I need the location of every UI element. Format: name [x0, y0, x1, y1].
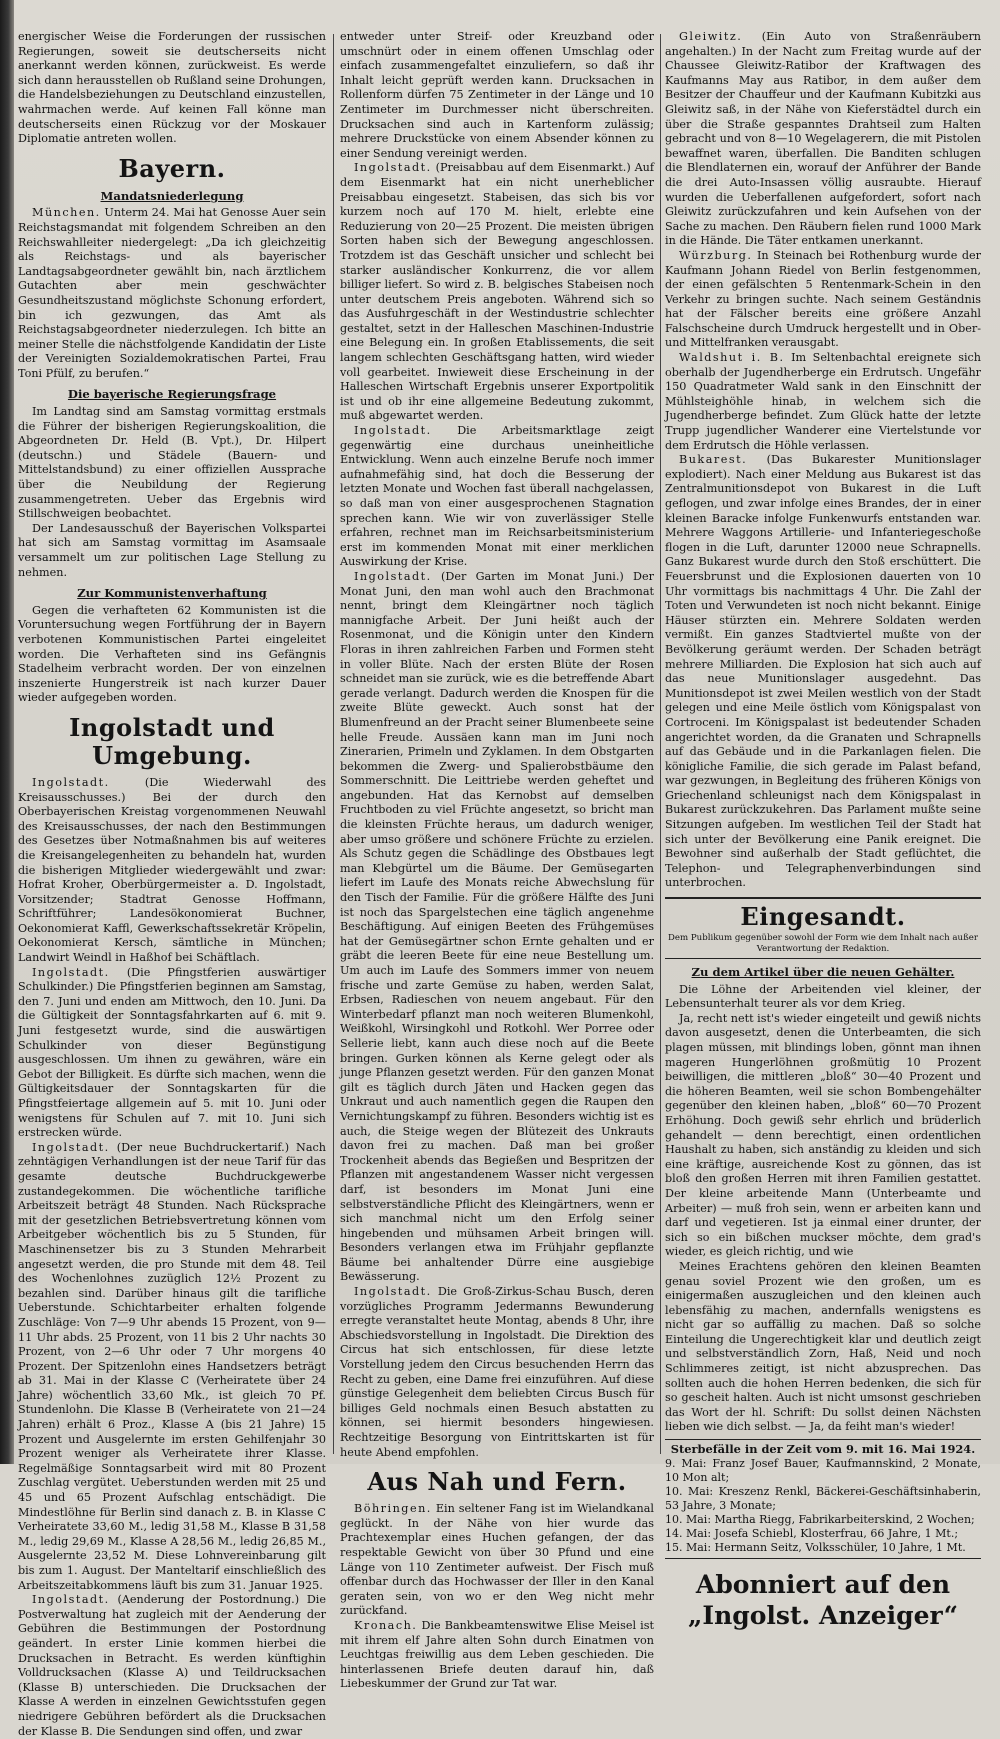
article-text: Ein seltener Fang ist im Wielandkanal geglückt. In der Nähe von hier wurde das Prachtexemplar eines Huchen gefangen, der das respektable Gewicht von über 30 Pfund und eine Länge von 110 Zentimeter aufweist. Der Fisch muß offenbar durch das Hochwasser der Iller in den Kanal geraten sein, von wo er den Weg nicht mehr zurückfand. [340, 1502, 654, 1618]
column-left [18, 30, 326, 1738]
article-text: Meines Erachtens gehören den kleinen Beamten genau soviel Prozent wie den großen, um es einigermaßen auszugleichen und den kleinen auch lebensfähig zu machen, andernfalls wenigstens es nicht gar so auffällig zu machen. Daß so solche Einteilung die Ungerechtigkeit klar und deutlich zeigt und selbstverständlich Zorn, Haß, Neid und noch Schlimmeres zeitigt, ist nicht abzusprechen. Das sollten auch die hohen Herren bedenken, die sich für so gescheit halten. Auch ist nicht umsonst geschrieben das Wort der hl. Schrift: Du sollst deinen Nächsten lieben wie dich selbst. — Ja, da feiht man's wieder! [665, 1259, 981, 1434]
column-middle [340, 30, 654, 1691]
article-text: Die Löhne der Arbeitenden viel kleiner, der Lebensunterhalt teurer als vor dem Krieg. [665, 982, 981, 1011]
subheading-kommunisten: Zur Kommunistenverhaftung [77, 586, 267, 601]
dateline: München. [32, 206, 101, 220]
dateline: Ingolstadt. [354, 424, 432, 438]
column-rule [660, 34, 661, 1454]
section-heading-ingolstadt: Ingolstadt und Umgebung. [69, 712, 275, 770]
article-text: (Das Bukarester Munitionslager explodiert). Nach einer Meldung aus Bukarest ist das Zentralmunitionsdepot von Bukarest in die Luft geflogen, und zwar infolge eines Brandes, der in einer kleinen Baracke infolge Funkenwurfs entstanden war. Mehrere Waggons Artillerie- und Infanteriegeschoße flogen in die Luft, darunter 12000 neue Schrapnells. Ganz Bukarest wurde durch den Stoß erschüttert. Die Feuersbrunst und die Explosionen dauerten von 10 Uhr vormittags bis nachmittags 4 Uhr. Die Zahl der Toten und Verwundeten ist noch nicht bekannt. Einige Häuser stürzten ein. Mehrere Soldaten werden vermißt. Ein ganzes Stadtviertel mußte von der Bevölkerung geräumt werden. Der Schaden beträgt mehrere Milliarden. Die Explosion hat sich auch auf das neue Munitionslager ausgedehnt. Das Munitionsdepot ist zwei Meilen westlich von der Stadt gelegen und eine Meile östlich vom Königspalast von Cortroceni. Im Königspalast ist bedeutender Schaden angerichtet worden, da die Granaten und Schrapnells auf das Gebäude und in die Parkanlagen fielen. Die königliche Familie, die sich gerade im Palast befand, war gezwungen, in Begleitung des früheren Königs von Griechenland schleunigst nach dem Königspalast in Bukarest zurückzukehren. Das Parlament mußte seine Sitzungen aufgeben. Im westlichen Teil der Stadt hat sich unter der Bevölkerung eine Panik ereignet. Die Bewohner sind außerhalb der Stadt geflüchtet, die Telephon- und Telegraphenverbindungen sind unterbrochen. [665, 453, 981, 890]
article-text: Die Groß-Zirkus-Schau Busch, deren vorzügliches Programm Jedermanns Bewunderung erregte veranstaltet heute Montag, abends 8 Uhr, ihre Abschiedsvorstellung in Ingolstadt. Die Direktion des Circus hat sich entschlossen, für diese letzte Vorstellung jedem den Circus besuchenden Herrn das Recht zu geben, eine Dame frei einzuführen. Auf diese günstige Gelegenheit dem beliebten Circus Busch für billiges Geld nochmals einen Besuch abstatten zu können, sei hiermit besonders hingewiesen. Rechtzeitige Besorgung von Eintrittskarten ist für heute Abend empfohlen. [340, 1285, 654, 1459]
subheading-mandat: Mandatsniederlegung [100, 188, 244, 203]
subheading-gehaelter: Zu dem Artikel über die neuen Gehälter. [691, 965, 955, 980]
article-paragraph [340, 1502, 654, 1619]
section-heading-eingesandt: Eingesandt. [740, 902, 906, 932]
article-paragraph [665, 351, 981, 453]
death-entry: 9. Mai: Franz Josef Bauer, Kaufmannskind, 2 Monate, 10 Mon alt; [665, 1456, 981, 1484]
article-text: energischer Weise die Forderungen der russischen Regierungen, soweit sie deutscherseits nicht anerkannt werden können, zurückweist. Es werde sich dann herausstellen ob Rußland seine Drohungen, die Handelsbeziehungen zu Deutschland einzustellen, wahrmachen werde. Auf keinen Fall könne man deutscherseits einen Rückzug vor der Moskauer Diplomatie antreten wollen. [18, 30, 326, 146]
ad-line: „Ingolst. Anzeiger“ [688, 1600, 958, 1630]
dateline: Ingolstadt. [354, 1285, 432, 1299]
death-entry: 14. Mai: Josefa Schiebl, Klosterfrau, 66 Jahre, 1 Mt.; [665, 1526, 959, 1540]
article-text: (Der neue Buchdruckertarif.) Nach zehntägigen Verhandlungen ist der neue Tarif für das gesamte deutsche Buchdruckgewerbe zustandegekommen. Die wöchentliche tarifliche Arbeitszeit beträgt 48 Stunden. Nach Rücksprache mit der gesetzlichen Betriebsvertretung können vom Arbeitgeber wöchentlich bis zu 5 Stunden, für Maschinensetzer bis zu 3 Stunden Mehrarbeit angesetzt werden, die pro Stunde mit dem 48. Teil des Wochenlohnes zuzüglich 12½ Prozent zu bezahlen sind. Darüber hinaus gilt die tarifliche Ueberstunde. Schichtarbeiter erhalten folgende Zuschläge: Von 7—9 Uhr abends 15 Prozent, von 9—11 Uhr abds. 25 Prozent, von 11 bis 2 Uhr nachts 30 Prozent, von 2—6 Uhr oder 7 Uhr morgens 40 Prozent. Der Spitzenlohn eines Handsetzers beträgt ab 31. Mai in der Klasse C (Verheiratete über 24 Jahre) wöchentlich 33,60 Mk., ist gleich 70 Pf. Stundenlohn. Die Klasse B (Verheiratete von 21—24 Jahren) erhält 6 Proz., Klasse A (bis 21 Jahre) 15 Prozent und Ausgelernte im ersten Gehilfenjahr 30 Prozent weniger als Verheiratete ihrer Klasse. Regelmäßige Sonntagsarbeit wird mit 80 Prozent Zuschlag vergütet. Ueberstunden werden mit 25 und 45 und 65 Prozent Aufschlag entschädigt. Die Mindestlöhne für Berlin sind danach z. B. in Klasse C Verheiratete 33,60 M., ledig 31,58 M., Klasse B 31,58 M., ledig 29,69 M., Klasse A 28,56 M., ledig 26,85 M., Ausgelernte 23,52 M. Diese Lohnvereinbarung gilt bis zum 1. August. Der Manteltarif einschließlich des Arbeitszeitabkommens läuft bis zum 31. Januar 1925. [18, 1140, 326, 1592]
article-text: (Aenderung der Postordnung.) Die Postverwaltung hat zugleich mit der Aenderung der Gebühren die Bestimmungen der Postordnung geändert. In erster Linie kommen hierbei die Drucksachen in Betracht. Es werden künftighin Volldrucksachen (Klasse A) und Teildrucksachen (Klasse B) unterschieden. Die Drucksachen der Klasse A werden in einzelnen Gewichtsstufen gegen niedrigere Gebühren befördert als die Drucksachen der Klasse B. Die Sendungen sind offen, und zwar [18, 1593, 326, 1738]
ad-line: Abonniert auf den [695, 1569, 951, 1599]
death-notices [665, 1439, 981, 1559]
article-text: Die Arbeitsmarktlage zeigt gegenwärtig eine durchaus uneinheitliche Entwicklung. Wenn auch einzelne Berufe noch immer aufnahmefähig sind, hat doch die Besserung der letzten Monate und Wochen fast überall nachgelassen, so daß man von einer ausgesprochenen Stagnation sprechen kann. Wie wir von zuverlässiger Stelle erfahren, rechnet man im Reichsarbeitsministerium erst im kommenden Monat mit einer merklichen Auswirkung der Krise. [340, 424, 654, 569]
dateline: Ingolstadt. [354, 569, 432, 583]
article-paragraph [340, 570, 654, 1285]
article-text: (Ein Auto von Straßenräubern angehalten.) In der Nacht zum Freitag wurde auf der Chaussee Gleiwitz-Ratibor der Kraftwagen des Kaufmanns May aus Ratibor, in dem außer dem Besitzer der Chauffeur und der Kaufmann Kubitzki aus Gleiwitz saß, in der Nähe von Kieferstädtel durch ein über die Straße gespanntes Drahtseil zum Halten gebracht und von 8—10 Wegelagerern, die mit Pistolen bewaffnet waren, überfallen. Die Banditen schlugen die Blendlaternen ein, worauf der Anführer der Bande die drei Auto-Insassen völlig ausraubte. Hierauf wurden die Ueberfallenen aufgefordert, sofort nach Gleiwitz zurückzufahren und kein Aufsehen von der Sache zu machen. Den Räubern fielen rund 1000 Mark in die Hände. Die Täter entkamen unerkannt. [665, 30, 981, 248]
editorial-disclaimer: Dem Publikum gegenüber sowohl der Form wie dem Inhalt nach außer Verantwortung der Redaktion. [668, 933, 978, 954]
dateline: Waldshut i. B. [679, 351, 785, 365]
article-paragraph [340, 424, 654, 570]
dateline: Würzburg. [679, 248, 753, 262]
dateline: Gleiwitz. [679, 30, 743, 43]
dateline: Ingolstadt. [354, 161, 432, 175]
article-text: Ja, recht nett ist's wieder eingeteilt und gewiß nichts davon ausgesetzt, denen die Unterbeamten, die sich plagen müssen, mit blindings loben, gönnt man ihnen mageren Hungerlöhnen großmütig 10 Prozent beiwilligen, die mittleren „bloß“ 30—40 Prozent und die höheren Beamten, weil sie schon Bombengehälter gegenüber den kleinen haben, „bloß“ 60—70 Prozent Erhöhung. Doch gewiß sehr ehrlich und brüderlich gehandelt — denn berechtigt, einen ordentlichen Haushalt zu haben, sich anständig zu kleiden und sich eine kräftige, ausreichende Kost zu gönnen, das ist bloß den großen Herren mit ihren Familien gestattet. Der kleine arbeitende Mann (Unterbeamte und Arbeiter) — muß froh sein, wenn er arbeiten kann und darf und vegetieren. Ist ja einmal einer drunter, der sich so ein bißchen muckser möchte, dem grad's wieder, es gleich richtig, und wie [665, 1011, 981, 1259]
dateline: Böhringen. [354, 1502, 432, 1516]
article-paragraph [18, 206, 326, 381]
column-right [665, 30, 981, 1630]
article-text: Der Landesausschuß der Bayerischen Volkspartei hat sich am Samstag vormittag im Asamsaale versammelt um zur politischen Lage Stellung zu nehmen. [18, 521, 326, 579]
section-heading-bayern: Bayern. [118, 153, 226, 183]
article-paragraph [18, 776, 326, 966]
article-text: In Steinach bei Rothenburg wurde der Kaufmann Johann Riedel von Berlin festgenommen, der einen gefälschten 5 Rentenmark-Schein in den Verkehr zu bringen suchte. Nach seinem Geständnis hat der Fälscher bereits eine größere Anzahl Falschscheine durch Umdruck hergestellt und in Ober- und Mittelfranken verausgabt. [665, 248, 981, 350]
page-binding-edge [0, 0, 14, 1464]
article-paragraph [340, 161, 654, 424]
death-entry: 10. Mai: Martha Riegg, Fabrikarbeiterskind, 2 Wochen; [665, 1512, 975, 1526]
death-entry: 10. Mai: Kreszenz Renkl, Bäckerei-Geschäftsinhaberin, 53 Jahre, 3 Monate; [665, 1484, 981, 1512]
article-text: Unterm 24. Mai hat Genosse Auer sein Reichstagsmandat mit folgendem Schreiben an den Reichswahlleiter niedergelegt: „Da ich gleichzeitig als Reichstags- und als bayerischer Landtagsabgeordneter gewählt bin, nach ärztlichem Gutachten aber mein geschwächter Gesundheitszustand möglichste Schonung erfordert, bin ich gezwungen, das Amt als Reichstagsabgeordneter niederzulegen. Ich bitte an meiner Stelle die nächstfolgende Kandidatin der Liste der Vereinigten Sozialdemokratischen Partei, Frau Toni Pfülf, zu berufen.“ [18, 206, 326, 380]
dateline: Kronach. [354, 1618, 418, 1632]
article-paragraph [18, 1593, 326, 1739]
article-paragraph [340, 1619, 654, 1692]
eingesandt-section [665, 897, 981, 959]
dateline: Bukarest. [679, 453, 748, 467]
death-notices-title: Sterbefälle in der Zeit vom 9. mit 16. Mai 1924. [670, 1442, 976, 1457]
article-paragraph [18, 1141, 326, 1593]
article-paragraph [18, 966, 326, 1141]
article-text: Die Bankbeamtenswitwe Elise Meisel ist mit ihrem elf Jahre alten Sohn durch Einatmen von Leuchtgas freiwillig aus dem Leben geschieden. Die hinterlassenen Briefe deuten darauf hin, daß Liebeskummer der Grund zur Tat war. [340, 1618, 654, 1691]
article-text: Im Seltenbachtal ereignete sich oberhalb der Jugendherberge ein Erdrutsch. Ungefähr 150 Quadratmeter Wald sank in den Einschnitt der Mühlsteighöhle hinab, in welchem sich die Jugendherberge befindet. Zum Glück hatte der letzte Trupp jugendlicher Wanderer eine Viertelstunde vor dem Erdrutsch die Höhle verlassen. [665, 351, 981, 452]
subscription-ad [665, 1569, 981, 1631]
death-entry: 15. Mai: Hermann Seitz, Volksschüler, 10 Jahre, 1 Mt. [665, 1540, 966, 1554]
article-paragraph [665, 453, 981, 891]
dateline: Ingolstadt. [32, 775, 110, 789]
article-paragraph [665, 249, 981, 351]
article-text: (Die Pfingstferien auswärtiger Schulkinder.) Die Pfingstferien beginnen am Samstag, den 7. Juni und enden am Mittwoch, den 10. Juni. Da die Gültigkeit der Sonntagsfahrkarten auf 6. mit 9. Juni festgesetzt wurde, sind die auswärtigen Schulkinder von dieser Begünstigung ausgeschlossen. Um ihnen zu gewähren, wäre ein Gebot der Billigkeit. Es dürfte sich machen, wenn die Gültigkeitsdauer der Sonntagskarten für die Pfingstfeiertage allgemein auf 5. mit 10. Juni oder wenigstens für Schulen auf 7. mit 10. Juni sich erstrecken würde. [18, 965, 326, 1140]
article-text: (Preisabbau auf dem Eisenmarkt.) Auf dem Eisenmarkt hat ein nicht unerheblicher Preisabbau eingesetzt. Stabeisen, das sich bis vor kurzem noch auf 170 M. hielt, erlebte eine Reduzierung von 20—25 Prozent. Die meisten übrigen Sorten haben sich der Bewegung angeschlossen. Trotzdem ist das Geschäft unsicher und schlecht bei starker ausländischer Konkurrenz, die vor allem billiger liefert. So wird z. B. belgisches Stabeisen noch unter deutschem Preis angeboten. Während sich so das Ausfuhrgeschäft in der Westindustrie schlechter gestaltet, setzt in der Halleschen Maschinen-Industrie eine Belegung ein. In großen Etablissements, die seit langem schlechten Geschäftsgang hatten, wird wieder voll gearbeitet. Inwieweit diese Erscheinung in der Halleschen Wirtschaft Ergebnis unserer Exportpolitik ist und ob ihr eine allgemeine Bedeutung zukommt, muß abgewartet werden. [340, 161, 654, 423]
dateline: Ingolstadt. [32, 1593, 110, 1607]
article-text: entweder unter Streif- oder Kreuzband oder umschnürt oder in einem offenen Umschlag oder einfach zusammengefaltet einzuliefern, so daß ihr Inhalt leicht geprüft werden kann. Drucksachen in Rollenform dürfen 75 Zentimeter in der Länge und 10 Zentimeter im Durchmesser nicht überschreiten. Drucksachen sind auch in Kartenform zulässig; mehrere Druckstücke von einem Absender können zu einer Sendung vereinigt werden. [340, 30, 654, 160]
section-heading-nah-fern: Aus Nah und Fern. [367, 1467, 627, 1497]
dateline: Ingolstadt. [32, 965, 110, 979]
article-text: Im Landtag sind am Samstag vormittag erstmals die Führer der bisherigen Regierungskoalition, die Abgeordneten Dr. Held (B. Vpt.), Dr. Hilpert (deutschn.) und Städele (Bauern- und Mittelstandsbund) zu einer offiziellen Aussprache über die Neubildung der Regierung zusammengetreten. Ueber das Ergebnis wird Stillschweigen beobachtet. [18, 405, 326, 521]
column-rule [333, 34, 334, 1454]
article-text: (Die Wiederwahl des Kreisausschusses.) Bei der durch den Oberbayerischen Kreistag vorgenommenen Neuwahl des Kreisausschusses, der nach den Bestimmungen des Gesetzes über Notmaßnahmen bis auf weiteres die Kreisangelegenheiten zu behandeln hat, wurden die bisherigen Mitglieder wiedergewählt und zwar: Hofrat Kroher, Oberbürgermeister a. D. Ingolstadt, Vorsitzender; Stadtrat Genosse Hoffmann, Schriftführer; Landesökonomierat Buchner, Oekonomierat Kaffl, Gewerkschaftssekretär Kröpelin, Oekonomierat Kersch, sämtliche in München; Landwirt Weindl in Haßhof bei Schäftlach. [18, 775, 326, 965]
subheading-regierung: Die bayerische Regierungsfrage [67, 387, 277, 402]
article-text: Gegen die verhafteten 62 Kommunisten ist die Voruntersuchung wegen Fortführung der in Bayern verbotenen Kommunistischen Partei eingeleitet worden. Die Verhafteten sind ins Gefängnis Stadelheim verbracht worden. Der von einzelnen inszenierte Hungerstreik ist nach kurzer Dauer wieder aufgegeben worden. [18, 603, 326, 705]
article-text: (Der Garten im Monat Juni.) Der Monat Juni, den man wohl auch den Brachmonat nennt, bringt dem Kleingärtner noch täglich mannigfache Arbeit. Der Juni heißt auch der Rosenmonat, und die Königin unter den Kindern Floras in ihren zahlreichen Farben und Formen steht in voller Blüte. Nach der ersten Blüte der Rosen schneidet man sie zurück, wie es die betreffende Abart gerade verlangt. Dadurch werden die Knospen für die zweite Blüte geweckt. Auch sonst hat der Blumenfreund an der Pracht seiner Blumenbeete seine helle Freude. Aussäen kann man im Juni noch Zinerarien, Primeln und Zyklamen. In dem Obstgarten bekommen die Zwerg- und Spalierobstbäume den Sommerschnitt. Die Leittriebe werden geheftet und angebunden. Hat das Kernobst auf demselben Fruchtboden zu viel Früchte angesetzt, so bricht man die kleinsten Früchte heraus, um dadurch weniger, aber umso größere und schönere Früchte zu erzielen. Als Schutz gegen die Schädlinge des Obstbaues legt man Klebgürtel um die Bäume. Der Gemüsegarten liefert im Laufe des Monats reiche Abwechslung für den Tisch der Familie. Für die größere Hälfte des Juni ist noch das Spargelstechen eine täglich angenehme Beschäftigung. Auf einigen Beeten des Frühgemüses hat der Gemüsegärtner schon Ernte gehalten und er gräbt die leeren Beete für eine neue Bestellung um. Um auch im Laufe des Sommers immer von neuem frische und zarte Gemüse zu haben, werden Salat, Erbsen, Radieschen von neuem angebaut. Für den Winterbedarf pflanzt man noch weiteren Blumenkohl, Weißkohl, Wirsingkohl und Rotkohl. Wer Porree oder Sellerie liebt, kann auch diese noch auf die Beete bringen. Gurken können als Kerne gelegt oder als junge Pflanzen gesetzt werden. Für den ganzen Monat gilt es täglich durch Jäten und Hacken gegen das Unkraut und auch namentlich gegen die Raupen den Vernichtungskampf zu führen. Besonders wichtig ist es auch, die Steige wegen der Blütezeit des Unkrauts davon frei zu machen. Daß man bei großer Trockenheit abends das Begießen und Bespritzen der Pflanzen mit angestandenem Wasser nicht vergessen darf, ist besonders im Monat Juni eine selbstverständliche Pflicht des Kleingärtners, wenn er sich manchmal nicht um den Erfolg seiner hingebenden und mühsamen Arbeit bringen will. Besonders verlangen etwa im Frühjahr gepflanzte Bäume bei anhaltender Dürre eine ausgiebige Bewässerung. [340, 569, 654, 1284]
article-paragraph [340, 1285, 654, 1460]
article-paragraph [665, 30, 981, 249]
dateline: Ingolstadt. [32, 1140, 110, 1154]
